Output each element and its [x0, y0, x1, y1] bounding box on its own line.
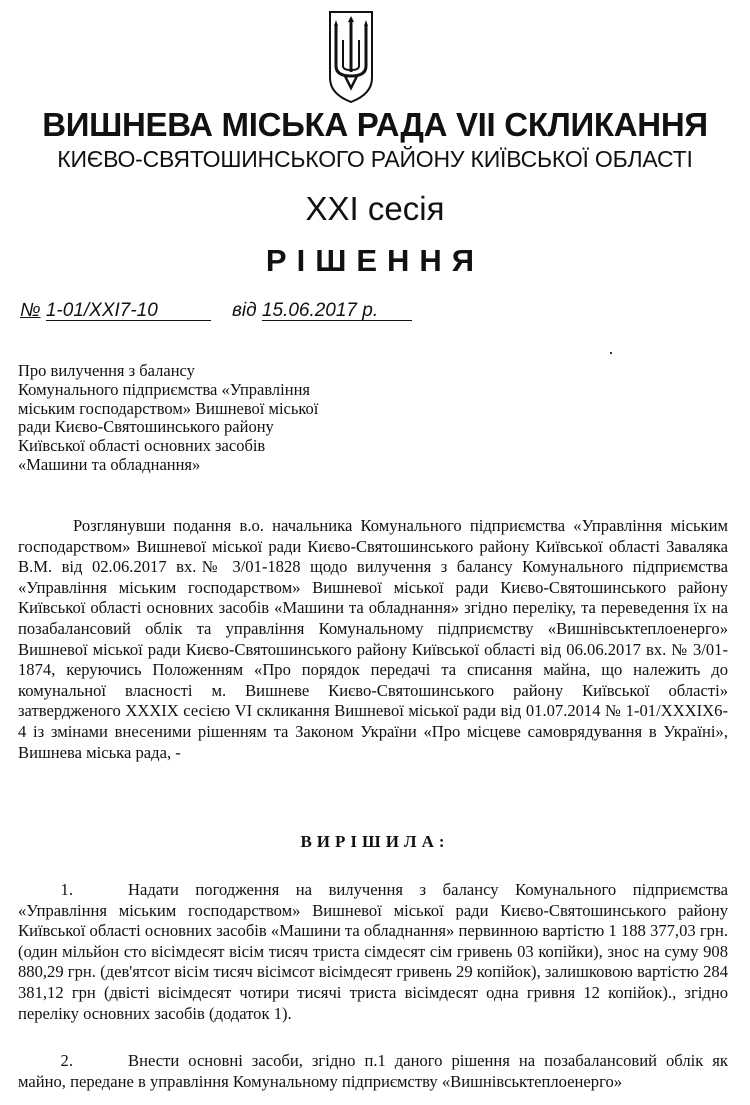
resolution-item: [18, 880, 728, 1024]
decision-subject: [18, 362, 348, 475]
subject-line: Київської області основних засобів: [18, 436, 266, 456]
date-prefix: від: [231, 300, 257, 321]
session-title: XXI сесія: [305, 190, 445, 227]
scan-speck: [610, 352, 612, 354]
subject-line: «Машини та обладнання»: [18, 454, 201, 474]
subject-line: Комунального підприємства «Управління: [18, 379, 311, 399]
decision-heading: РІШЕННЯ: [265, 243, 485, 278]
item-number: 1.: [60, 880, 73, 899]
decision-number: 1-01/XXI7-10: [46, 301, 211, 321]
resolution-item: [18, 1051, 728, 1092]
decision-date: 15.06.2017 р.: [262, 301, 412, 321]
council-subtitle: КИЄВО-СВЯТОШИНСЬКОГО РАЙОНУ КИЇВСЬКОЇ ОБЛАСТІ: [57, 146, 693, 172]
resolved-heading: ВИРІШИЛА:: [300, 832, 450, 851]
trident-emblem-icon: [327, 10, 375, 104]
subject-line: Про вилучення з балансу: [18, 361, 195, 380]
number-prefix: №: [20, 300, 41, 321]
item-number: 2.: [60, 1051, 73, 1070]
preamble-paragraph: Розглянувши подання в.о. начальника Комунального підприємства «Управління міським господарством» Вишневої міської ради Києво-Святошинського району Київської області Заваляка В.М. від 02.06.2017 вх.№ 3/01-1828 щодо вилучення з балансу Комунального підприємства «Управління міським господарством» Вишневої міської ради Києво-Святошинського району Київської області основних засобів «Машини та обладнання» згідно переліку, та переведення їх на позабалансовий облік та управління Комунальному підприємству «Вишнівськтеплоенерго» Вишневої міської ради Києво-Святошинського району Київської області від 06.06.2017 вх. № 3/01-1874, керуючись Положенням «Про порядок передачі та списання майна, що належить до комунальної власності м. Вишневе Києво-Святошинського району Київської області» затвердженого XXXIX сесією VI скликання Вишневої міської ради від 01.07.2014 № 1-01/XXXIX6-4 із змінами внесеними рішенням та Законом України «Про місцеве самоврядування в Україні», Вишнева міська рада, -: [18, 516, 728, 762]
subject-line: ради Києво-Святошинського району: [18, 417, 274, 437]
council-title: ВИШНЕВА МІСЬКА РАДА VII СКЛИКАННЯ: [42, 106, 708, 143]
decision-number-line: [20, 300, 420, 322]
item-text: Надати погодження на вилучення з балансу Комунального підприємства «Управління міським господарством» Вишневої міської ради Києво-Святошинського району Київської області основних засобів «Машини та обладнання» первинною вартістю 1 188 377,03 грн. (один мільйон сто вісімдесят вісім тисяч триста сімдесят сім гривень 03 копійки), знос на суму 908 880,29 грн. (дев'ятсот вісім тисяч вісімсот вісімдесят гривень 29 копійок), залишковою вартістю 284 381,12 грн (двісті вісімдесят чотири тисячі триста вісімдесят одна гривня 12 копійок)., згідно переліку основних засобів (додаток 1).: [18, 880, 728, 1023]
subject-line: міським господарством» Вишневої міської: [18, 398, 319, 418]
item-text: Внести основні засоби, згідно п.1 даного рішення на позабалансовий облік як майно, передане в управління Комунальному підприємству «Вишнівськтеплоенерго»: [18, 1051, 728, 1091]
